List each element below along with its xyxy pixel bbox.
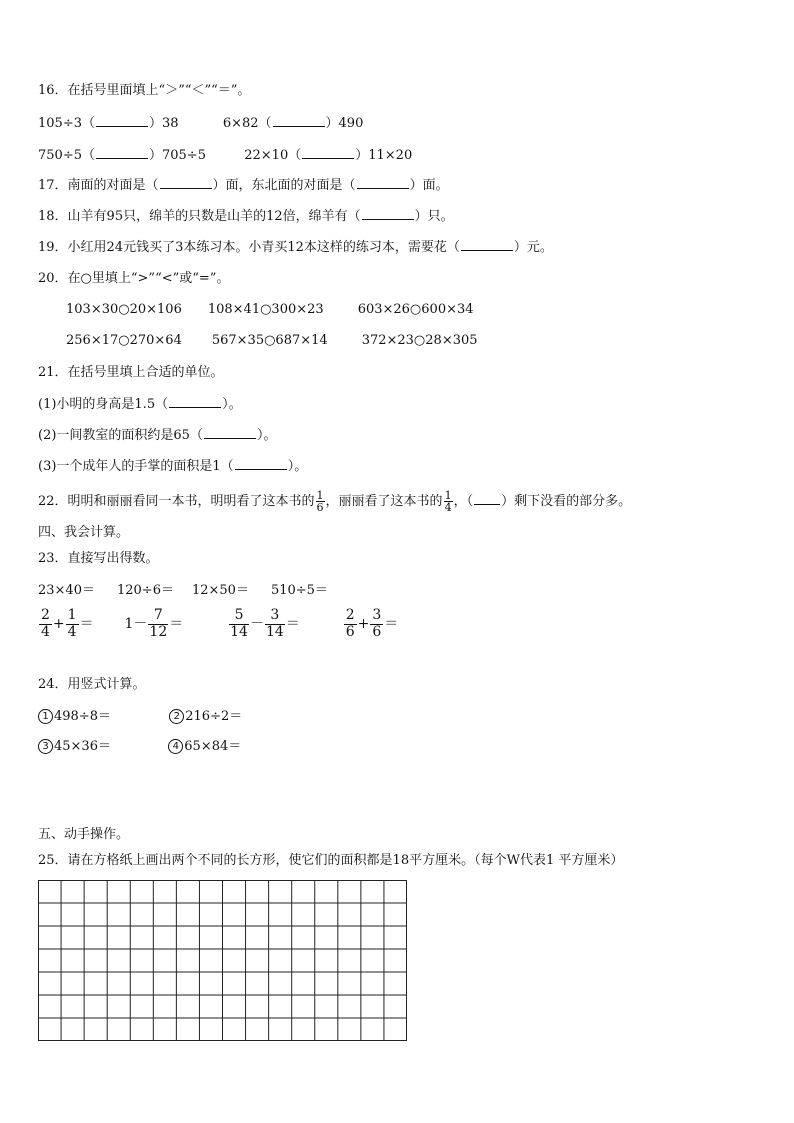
- q24-row-2: 3 45×36＝ 4 65×84＝: [38, 738, 241, 756]
- q20-title: 20．在○里填上“>”“<”或“=”。: [38, 271, 230, 286]
- q23-row-1: 23×40＝ 120÷6＝ 12×50＝ 510÷5＝: [38, 583, 328, 598]
- q21-item-2: (2)一间教室的面积约是65（ ）。: [38, 428, 277, 443]
- q19: 19．小红用24元钱买了3本练习本。小青买12本这样的练习本，需要花（ ）元。: [38, 240, 553, 255]
- circled-number-3: 3: [38, 739, 53, 754]
- answer-blank[interactable]: [461, 238, 513, 251]
- section-5-heading: 五、动手操作。: [38, 827, 130, 842]
- answer-blank[interactable]: [362, 207, 414, 220]
- q17: 17．南面的对面是（ ）面，东北面的对面是（ ）面。: [38, 178, 449, 193]
- q20-row-1: 103×30○20×106 108×41○300×23 603×26○600×34: [66, 302, 474, 317]
- circled-number-4: 4: [168, 739, 183, 754]
- fraction: $\frac{1}{4}$: [444, 489, 452, 514]
- q21-item-1: (1)小明的身高是1.5（ ）。: [38, 397, 242, 412]
- q20-row-2: 256×17○270×64 567×35○687×14 372×23○28×305: [66, 333, 478, 348]
- fraction-expr-3: $\frac{5}{14}$ － $\frac{3}{14}$ ＝: [230, 607, 300, 640]
- q16-row-2: 750÷5（ ）705÷5 22×10（ ）11×20: [38, 148, 413, 163]
- answer-blank[interactable]: [96, 114, 148, 127]
- answer-blank[interactable]: [474, 492, 500, 505]
- answer-blank[interactable]: [169, 395, 221, 408]
- answer-blank[interactable]: [357, 176, 409, 189]
- answer-blank[interactable]: [96, 146, 148, 159]
- q16-title: 16．在括号里面填上“＞”“＜”“＝”。: [38, 83, 251, 98]
- circled-number-2: 2: [169, 709, 184, 724]
- fraction-expr-2: 1－ $\frac{7}{12}$ ＝: [124, 607, 184, 640]
- answer-blank[interactable]: [160, 176, 212, 189]
- answer-blank[interactable]: [204, 426, 256, 439]
- fraction-expr-1: $\frac{2}{4}$ + $\frac{1}{4}$ ＝: [41, 607, 94, 640]
- q18: 18．山羊有95只，绵羊的只数是山羊的12倍，绵羊有（ ）只。: [38, 209, 454, 224]
- answer-blank[interactable]: [273, 114, 325, 127]
- q21-item-3: (3)一个成年人的手掌的面积是1（ ）。: [38, 459, 308, 474]
- q23-title: 23．直接写出得数。: [38, 551, 159, 566]
- q25: 25．请在方格纸上画出两个不同的长方形，使它们的面积都是18平方厘米。（每个W代表1 平方厘米）: [38, 853, 624, 868]
- q24-title: 24．用竖式计算。: [38, 677, 146, 692]
- square-grid-paper[interactable]: [38, 880, 407, 1041]
- fraction-expr-4: $\frac{2}{6}$ + $\frac{3}{6}$ ＝: [345, 607, 399, 640]
- answer-blank[interactable]: [235, 457, 287, 470]
- q23-fraction-row: [38, 608, 398, 640]
- q16-row-1: 105÷3（ ）38 6×82（ ）490: [38, 116, 364, 131]
- section-4-heading: 四、我会计算。: [38, 525, 130, 540]
- q24-row-1: 1 498÷8＝ 2 216÷2＝: [38, 708, 242, 726]
- circled-number-1: 1: [38, 709, 53, 724]
- fraction: $\frac{1}{6}$: [316, 489, 324, 514]
- q21-title: 21．在括号里填上合适的单位。: [38, 365, 224, 380]
- q22: 22．明明和丽丽看同一本书，明明看了这本书的 $\frac{1}{6}$ ，丽丽看了这本书的 $\frac{1}{4}$ ，（ ）剩下没看的部分多。: [38, 489, 632, 514]
- answer-blank[interactable]: [302, 146, 354, 159]
